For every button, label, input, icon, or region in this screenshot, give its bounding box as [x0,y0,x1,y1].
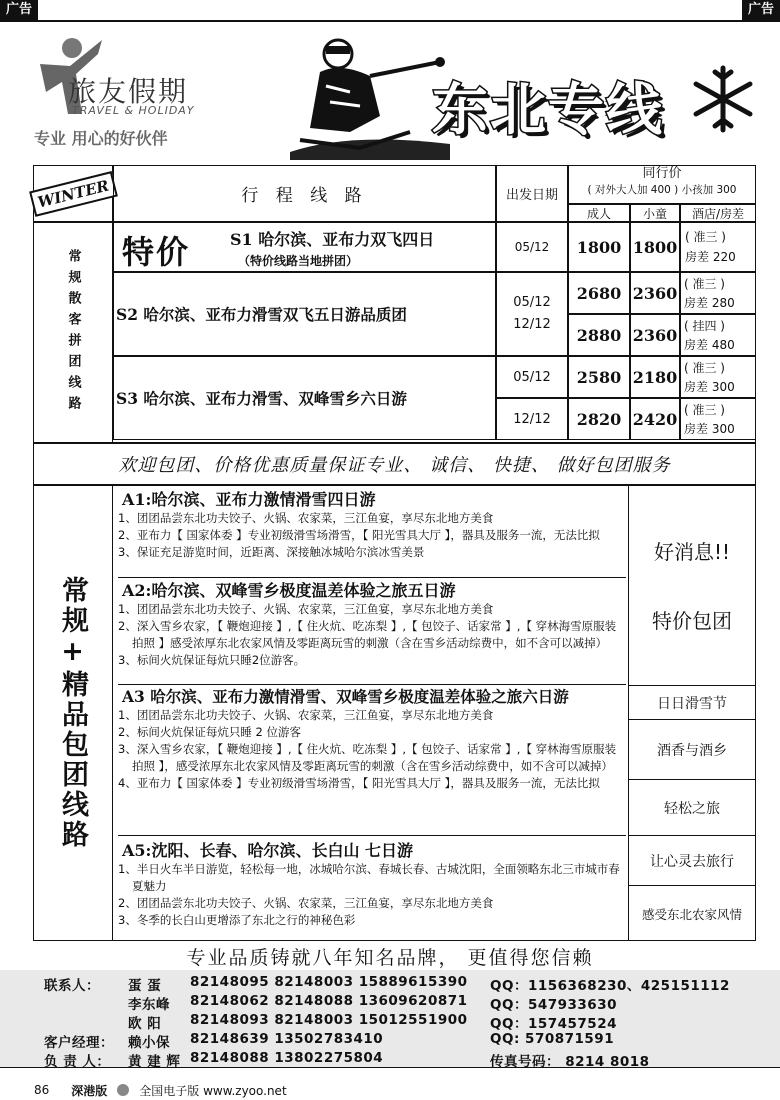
a1-title: A1:哈尔滨、亚布力激情滑雪四日游 [122,490,376,509]
package-a1 [118,487,626,578]
a2-item-3: 3、标间火炕保证每炕只睡2位游客。 [118,653,306,667]
s2-title: S2 哈尔滨、亚布力滑雪双飞五日游品质团 [116,305,407,324]
contact-panel [0,970,780,1068]
contact-label: 联系人： [44,978,100,994]
contact-row [0,1012,780,1031]
contact-row [0,1031,780,1050]
snowflake-icon [688,64,758,134]
brand-english: TRAVEL & HOLIDAY [72,104,195,117]
edition-label: 深港版 [71,1083,108,1098]
s2b-child-price: 2360 [630,314,680,356]
s2a-child-price: 2360 [630,272,680,314]
a5-item-1: 1、半日火车半日游览，轻松每一地，冰城哈尔滨、春城长春、古城沈阳，全面领略东北三市城市春夏魅力 [118,862,620,893]
s1-date: 05/12 [496,222,568,272]
s1-adult-price: 1800 [568,222,630,272]
contact-qq: 传真号码： 8214 8018 [490,1054,650,1070]
s2a-hotel-level: ( 准三 ) [684,277,725,291]
s3a-room-diff: 房差 300 [684,380,735,394]
s2a-hotel [680,272,756,314]
s3b-child-price: 2420 [630,398,680,440]
contact-qq: QQ：157457524 [490,1016,617,1032]
a2-title: A2:哈尔滨、双峰雪乡极度温差体验之旅五日游 [122,581,456,600]
s2-date-2: 12/12 [513,317,551,332]
s3a-hotel [680,356,756,398]
row-s2-route [113,272,496,356]
s3b-date: 12/12 [496,398,568,440]
price-note: ( 对外大人加 400 ) 小孩加 300 [587,184,737,196]
side-promo [629,485,755,686]
a3-item-4: 4、亚布力【 国家体委 】专业初级滑雪场滑雪，【 阳光雪具大厅 】，器具及服务一流，无法比拟 [118,776,600,790]
side-good-news: 好消息!! [653,540,731,564]
s2-dates [496,272,568,356]
contact-qq: QQ：1156368230、425151112 [490,978,730,994]
a3-item-2: 2、标间火炕保证每炕只睡 2 位游客 [118,725,301,739]
skier-illustration [290,32,450,160]
winter-badge: WINTER [29,171,117,217]
side-label-packages-text: 常规+精品包团线路 [57,576,88,850]
ad-tag-right: 广告 [742,0,780,20]
a5-title: A5:沈阳、长春、哈尔滨、长白山 七日游 [122,841,414,860]
contact-phones: 82148062 82148088 13609620871 [190,993,468,1009]
s3a-child-price: 2180 [630,356,680,398]
winter-badge-cell [33,165,113,222]
col-adult: 成人 [568,204,630,222]
contact-phones: 82148639 13502783410 [190,1031,384,1047]
package-a5 [118,838,626,940]
a5-item-3: 3、冬季的长白山更增添了东北之行的神秘色彩 [118,913,356,927]
contact-qq: QQ：547933630 [490,997,617,1013]
contact-row [0,993,780,1012]
website-label: 全国电子版 www.zyoo.net [139,1083,287,1098]
s3-title: S3 哈尔滨、亚布力滑雪、双峰雪乡六日游 [116,389,407,408]
s3a-hotel-level: ( 准三 ) [684,361,725,375]
col-child: 小童 [630,204,680,222]
edition-logo-icon [117,1084,129,1096]
s1-title: S1 哈尔滨、亚布力双飞四日 [230,230,435,249]
s1-subtitle: （特价线路当地拼团） [238,254,359,268]
page-footer [0,1080,780,1100]
a3-title: A3 哈尔滨、亚布力激情滑雪、双峰雪乡极度温差体验之旅六日游 [122,687,569,706]
contact-row [0,974,780,993]
row-s1-route [113,222,496,272]
contact-phones: 82148088 13802275804 [190,1050,384,1066]
welcome-banner: 欢迎包团、价格优惠质量保证专业、 诚信、 快捷、 做好包团服务 [33,443,756,485]
side-farm-life: 感受东北农家风情 [641,906,742,922]
s2a-adult-price: 2680 [568,272,630,314]
s2a-room-diff: 房差 280 [684,296,735,310]
contact-name: 李东峰 [128,997,170,1013]
side-label-packages [33,485,113,941]
s3a-date: 05/12 [496,356,568,398]
s2b-hotel [680,314,756,356]
col-route: 行 程 线 路 [113,165,496,222]
contact-name: 赖小保 [128,1035,170,1051]
price-group-title: 同行价 [642,166,682,181]
contact-name: 欧 阳 [128,1016,162,1032]
side-heart-travel: 让心灵去旅行 [629,836,755,886]
contact-label: 负 责 人： [44,1054,111,1070]
a5-item-2: 2、团团品尝东北功夫饺子、火锅、农家菜，三江鱼宴，享尽东北地方美食 [118,896,494,910]
s2b-hotel-level: ( 挂四 ) [684,319,725,333]
contact-name: 黄 建 辉 [128,1054,181,1070]
contact-label: 客户经理： [44,1035,114,1051]
a2-item-1: 1、团团品尝东北功夫饺子、火锅、农家菜，三江鱼宴，享尽东北地方美食 [118,602,494,616]
a1-item-3: 3、保证充足游览时间，近距离、深接触冰城哈尔滨冰雪美景 [118,545,425,559]
s2b-room-diff: 房差 480 [684,338,735,352]
s3a-adult-price: 2580 [568,356,630,398]
package-a3 [118,685,626,836]
main-title: 东北专线 [432,77,664,143]
page-number: 86 [34,1083,50,1097]
a2-item-2: 2、深入雪乡农家，【 鞭炮迎接 】,【 住火炕、吃冻梨 】,【 包饺子、话家常 】,【 穿林海雪原服装拍照 】感受浓厚东北农家风情及零距离玩雪的刺激（含在雪乡活动综费中，如不含可以减掉） [118,619,617,650]
col-price-group [568,165,756,204]
side-wine: 酒香与酒乡 [629,720,755,780]
col-hotel: 酒店/房差 [680,204,756,222]
contact-row [0,1050,780,1069]
ad-tag-left: 广告 [0,0,38,20]
s3b-hotel-level: ( 准三 ) [684,403,725,417]
row-s3-route [113,356,496,440]
side-ski-festival: 日日滑雪节 [629,686,755,720]
a3-item-3: 3、深入雪乡农家，【 鞭炮迎接 】,【 住火炕、吃冻梨 】,【 包饺子、话家常 】,【 穿林海雪原服装拍照 】，感受浓厚东北农家风情及零距离玩雪的刺激（含在雪乡活动综费中，如不含可以减掉） [118,742,617,773]
side-label-regular-text: 常规散客拼团线路 [65,249,81,417]
footer-tagline: 专业品质铸就八年知名品牌， 更值得您信赖 [186,946,594,969]
a3-item-1: 1、团团品尝东北功夫饺子、火锅、农家菜，三江鱼宴，享尽东北地方美食 [118,708,494,722]
s2b-adult-price: 2880 [568,314,630,356]
brand-name: 旅友假期 [68,75,189,108]
side-label-regular [33,222,113,444]
s3b-adult-price: 2820 [568,398,630,440]
contact-name: 蛋 蛋 [128,978,162,994]
contact-phones: 82148095 82148003 15889615390 [190,974,468,990]
s1-room-diff: 房差 220 [685,250,736,264]
special-badge: 特价 [122,233,191,271]
a1-item-1: 1、团团品尝东北功夫饺子、火锅、农家菜，三江鱼宴，享尽东北地方美食 [118,511,494,525]
s2-date-1: 05/12 [513,295,551,310]
contact-qq: QQ: 570871591 [490,1031,615,1047]
s3b-hotel [680,398,756,440]
top-divider [0,20,780,22]
package-a2 [118,578,626,685]
a1-item-2: 2、亚布力【 国家体委 】专业初级滑雪场滑雪，【 阳光雪具大厅 】，器具及服务一流，无法比拟 [118,528,600,542]
brand-slogan: 专业 用心的好伙伴 [34,129,168,148]
side-special-group: 特价包团 [652,609,732,633]
contact-phones: 82148093 82148003 15012551900 [190,1012,468,1028]
s3b-room-diff: 房差 300 [684,422,735,436]
col-date: 出发日期 [496,165,568,222]
s1-hotel-level: ( 准三 ) [685,230,726,244]
s1-hotel [680,222,756,272]
s1-child-price: 1800 [630,222,680,272]
side-easy-trip: 轻松之旅 [629,780,755,836]
